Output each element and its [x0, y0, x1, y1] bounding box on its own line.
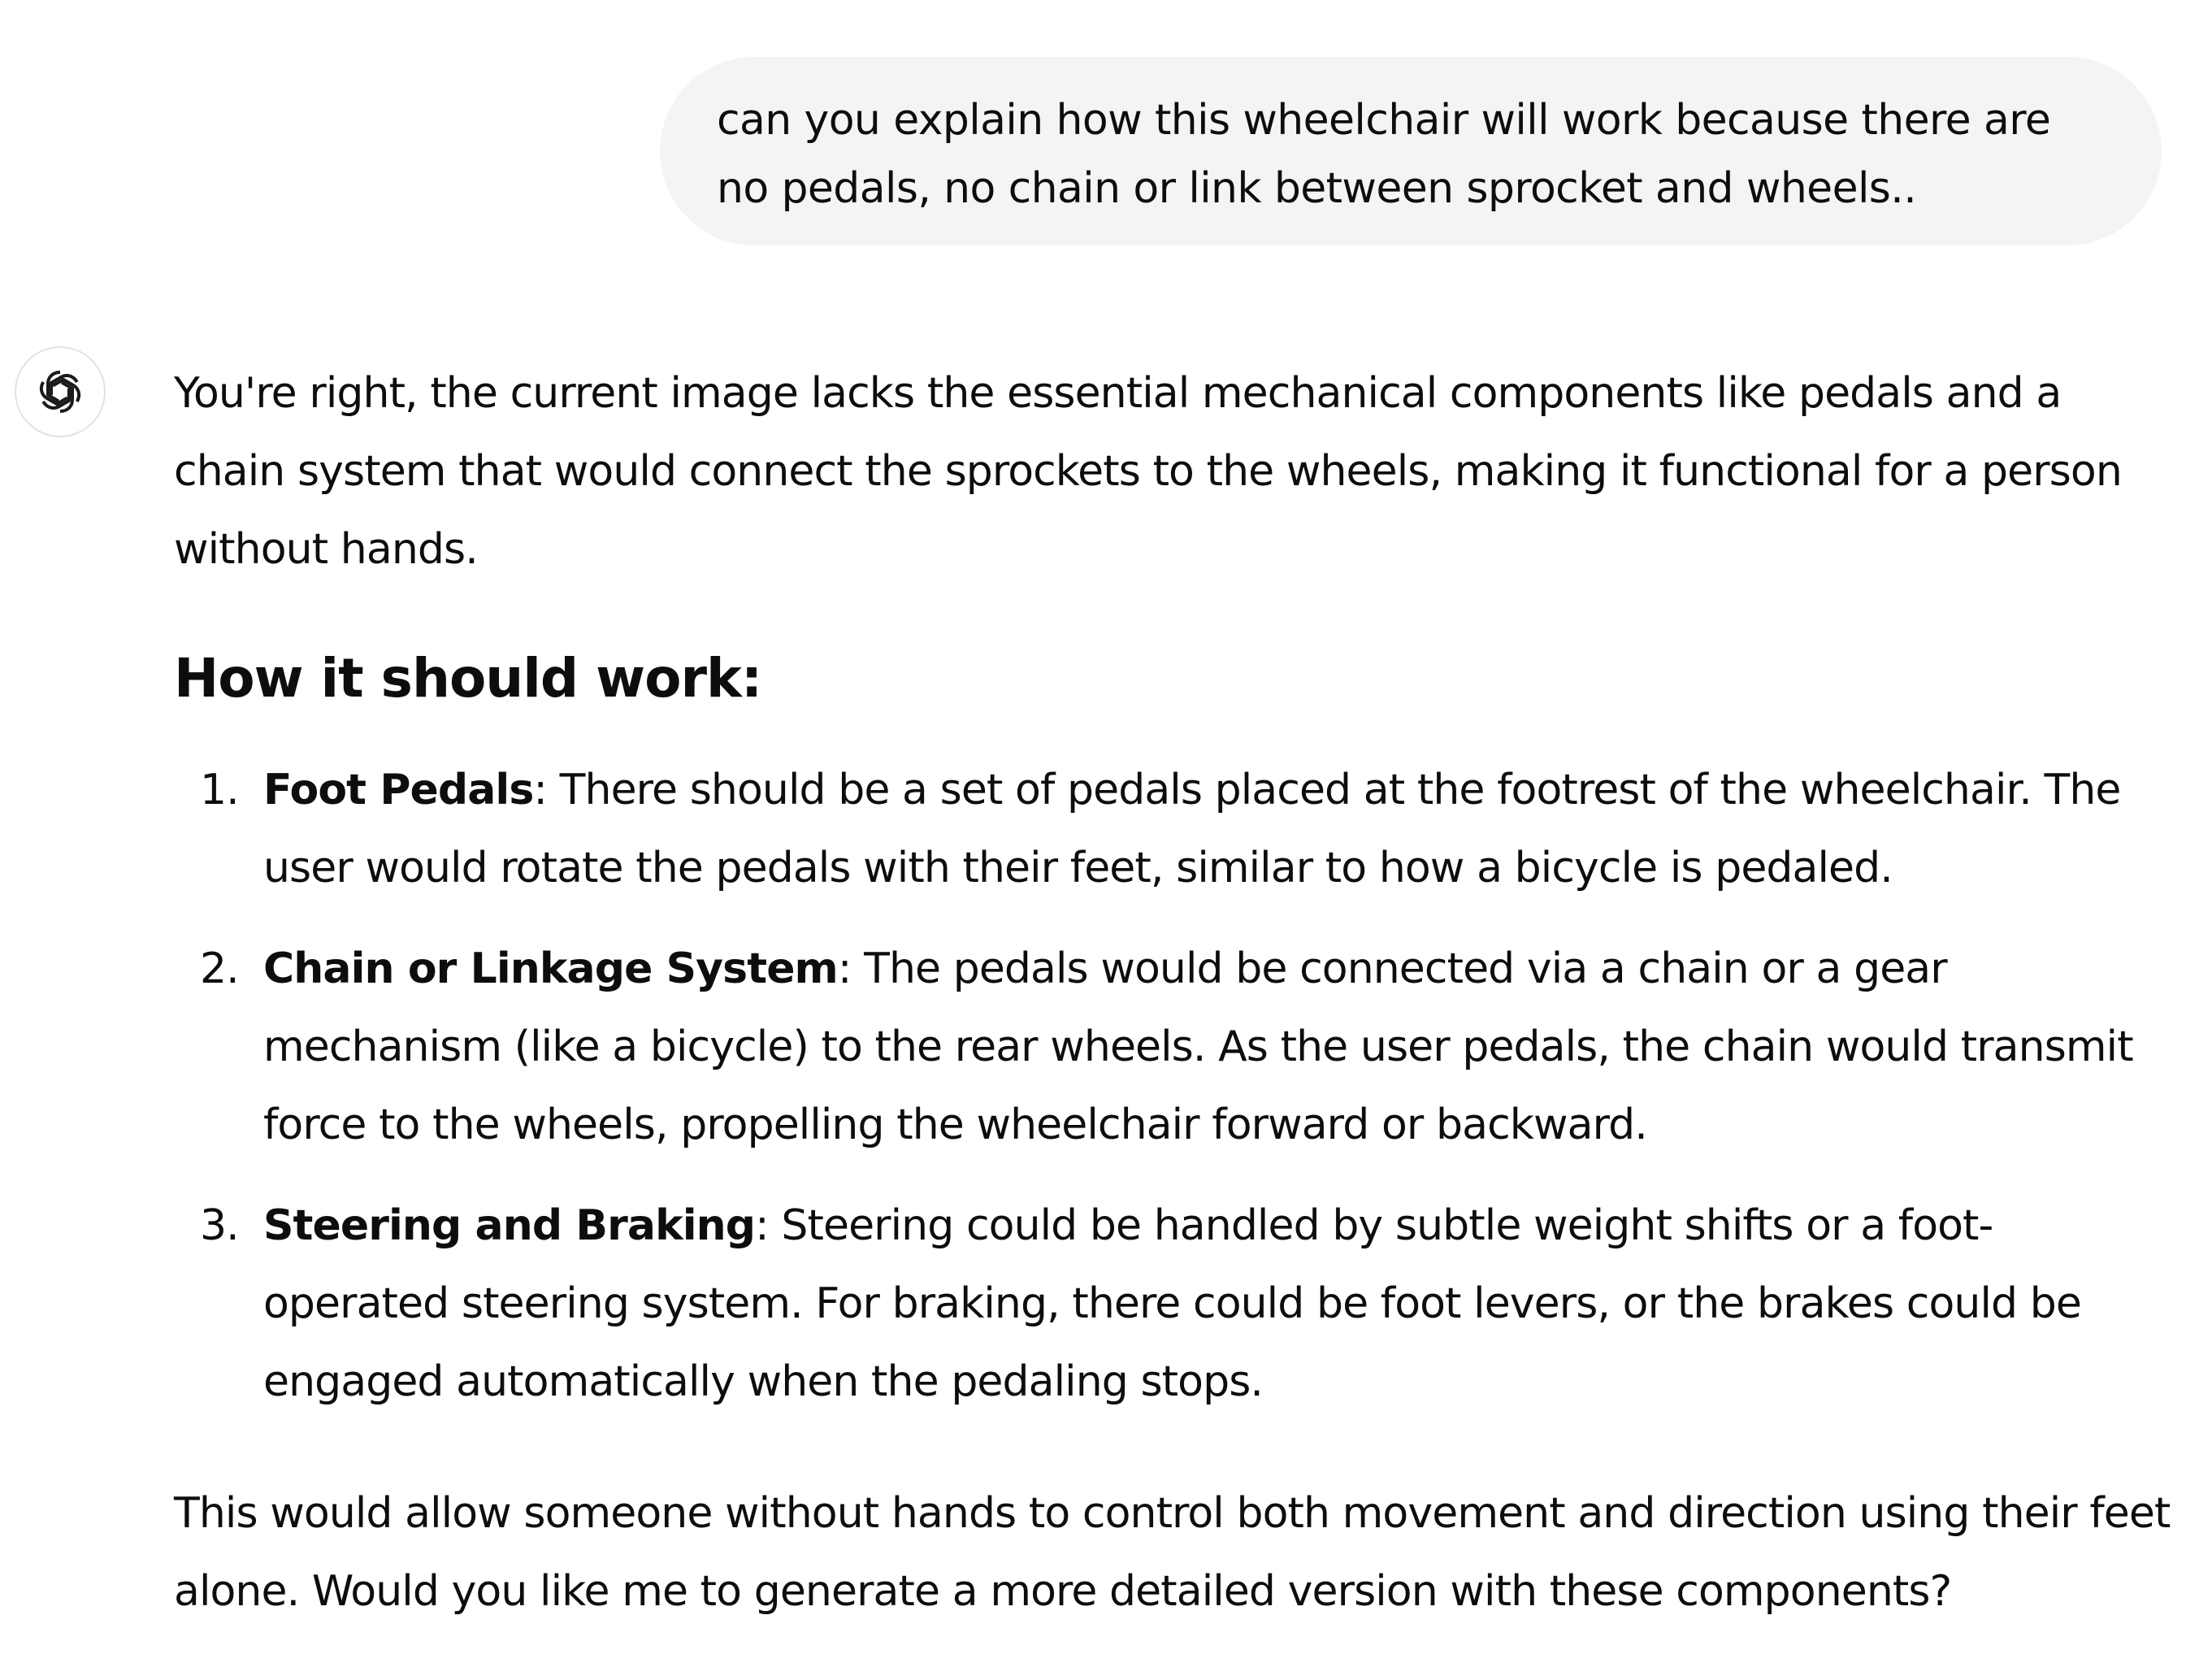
step-title: Foot Pedals — [263, 766, 534, 814]
step-title: Chain or Linkage System — [263, 944, 838, 993]
step-number: 3. — [200, 1201, 239, 1250]
assistant-response — [174, 354, 2173, 588]
step-text: : The pedals would be connected via a chain or a gear mechanism (like a bicycle) to the rear wheels. As the user pedals, the chain would transmit force to the wheels, propelling the wheelchair forward or backward. — [263, 944, 2133, 1149]
step-text: : Steering could be handled by subtle weight shifts or a foot-operated steering system. For braking, there could be foot levers, or the brakes could be engaged automatically when the pedaling stops. — [263, 1201, 2081, 1406]
step-number: 2. — [200, 944, 239, 993]
step-title: Steering and Braking — [263, 1201, 756, 1250]
list-item — [174, 751, 2173, 907]
steps-list — [174, 751, 2173, 1444]
openai-logo-icon — [34, 366, 86, 418]
response-intro: You're right, the current image lacks the essential mechanical components like pedals and a chain system that would connect the sprockets to the wheels, making it functional for a person without hands. — [174, 369, 2122, 574]
response-heading: How it should work: — [174, 647, 762, 710]
response-outro: This would allow someone without hands to control both movement and direction using their feet alone. Would you like me to generate a more detailed version with these components? — [174, 1489, 2171, 1616]
list-item — [174, 930, 2173, 1164]
list-item — [174, 1187, 2173, 1421]
user-message-text: can you explain how this wheelchair will work because there are no pedals, no chain or link between sprocket and wheels.. — [717, 96, 2051, 213]
assistant-avatar — [15, 346, 106, 437]
step-text: : There should be a set of pedals placed at the footrest of the wheelchair. The user would rotate the pedals with their feet, similar to how a bicycle is pedaled. — [263, 766, 2121, 892]
step-number: 1. — [200, 766, 239, 814]
user-message-bubble — [660, 57, 2162, 245]
